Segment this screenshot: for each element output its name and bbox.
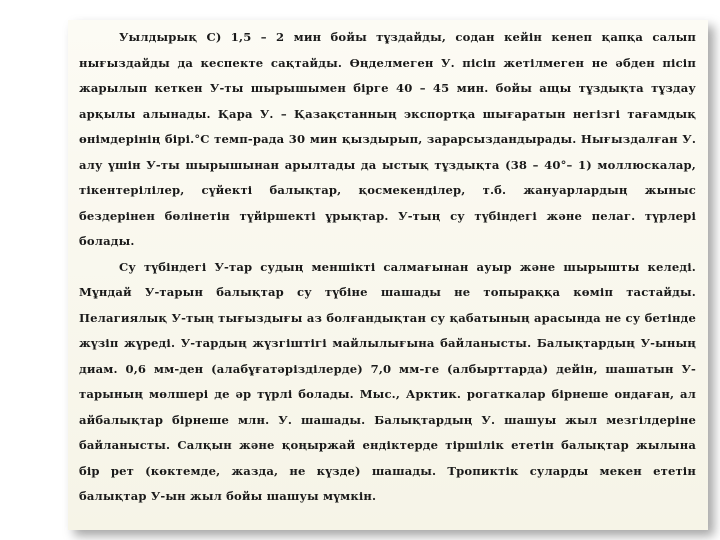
body-text	[79, 25, 696, 510]
paragraph-1: Уылдырық С) 1,5 – 2 мин бойы тұздайды, содан кейін кенеп қапқа салып нығыздайды да кеспекте сақтайды. Өңделмеген У. пісіп жетілмеген не әбден пісіп жарылып кеткен У-ты шырышымен бірге 40 – 45 мин. бойы ащы тұздықта тұздау арқылы алынады. Қара У. – Қазақстанның экспортқа шығаратын негізгі тағамдық өнімдерінің бірі.°С темп-рада 30 мин қыздырып, зарарсыздандырады. Нығыздалған У. алу үшін У-ты шырышынан арылтады да ыстық тұздықта (38 – 40°– 1) моллюскалар, тікентерілілер, сүйекті балықтар, қосмекенділер, т.б. жануарлардың жыныс бездерінен бөлінетін түйіршекті ұрықтар. У-тың су түбіндегі және пелаг. түрлері болады.	[79, 30, 696, 248]
paragraph-2: Су түбіндегі У-тар судың меншікті салмағынан ауыр және шырышты келеді. Мұндай У-тарын балықтар су түбіне шашады не топыраққа көміп тастайды. Пелагиялық У-тың тығыздығы аз болғандықтан су қабатының арасында не су бетінде жүзіп жүреді. У-тардың жүзгіштігі майлылығына байланысты. Балықтардың У-ының диам. 0,6 мм-ден (алабұғатәрізділерде) 7,0 мм-ге (албырттарда) дейін, шашатын У-тарының мөлшері де әр түрлі болады. Мыс., Арктик. рогаткалар бірнеше ондаған, ал айбалықтар бірнеше млн. У. шашады. Балықтардың У. шашуы жыл мезгілдеріне байланысты. Салқын және қоңыржай ендіктерде тіршілік ететін балықтар жылына бір рет (көктемде, жазда, не күзде) шашады. Тропиктік суларды мекен ететін балықтар У-ын жыл бойы шашуы мүмкін.	[79, 259, 696, 503]
